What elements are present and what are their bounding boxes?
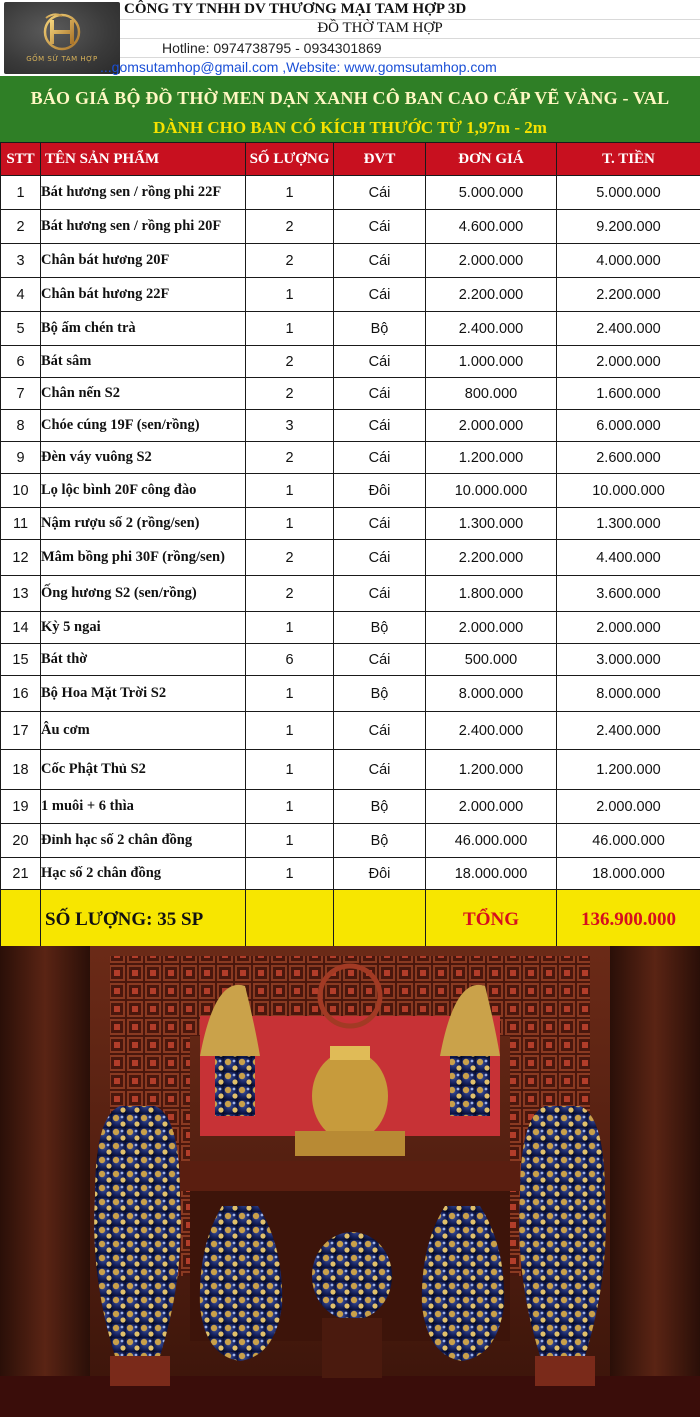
row-unit-price: 5.000.000: [426, 176, 557, 210]
row-quantity: 1: [246, 176, 334, 210]
row-product: Đèn váy vuông S2: [41, 442, 246, 474]
table-row: [1, 612, 700, 644]
row-unit: Đôi: [334, 474, 426, 508]
row-unit-price: 500.000: [426, 644, 557, 676]
row-product: Bát hương sen / rồng phi 22F: [41, 176, 246, 210]
price-table: [0, 142, 700, 951]
row-unit-price: 2.000.000: [426, 410, 557, 442]
table-row: [1, 858, 700, 890]
row-stt: 3: [1, 244, 41, 278]
table-row: [1, 410, 700, 442]
row-total: 1.300.000: [557, 508, 700, 540]
row-stt: 17: [1, 712, 41, 750]
row-quantity: 2: [246, 540, 334, 576]
row-unit: Đôi: [334, 858, 426, 890]
logo-text: GỐM SỨ TAM HỢP: [26, 55, 98, 63]
row-product: Bộ ấm chén trà: [41, 312, 246, 346]
table-row: [1, 644, 700, 676]
shop-name: ĐỒ THỜ TAM HỢP: [317, 20, 443, 36]
row-product: Chân bát hương 22F: [41, 278, 246, 312]
table-row: [1, 442, 700, 474]
altar-illustration: [0, 946, 700, 1417]
table-row: [1, 576, 700, 612]
row-unit-price: 46.000.000: [426, 824, 557, 858]
row-product: Âu cơm: [41, 712, 246, 750]
row-quantity: 1: [246, 612, 334, 644]
row-unit: Cái: [334, 576, 426, 612]
row-product: Nậm rượu số 2 (rồng/sen): [41, 508, 246, 540]
row-quantity: 1: [246, 278, 334, 312]
row-stt: 2: [1, 210, 41, 244]
row-stt: 11: [1, 508, 41, 540]
sheet-gridline: [120, 57, 700, 58]
row-quantity: 2: [246, 576, 334, 612]
summary-row: [1, 890, 700, 951]
row-unit-price: 10.000.000: [426, 474, 557, 508]
row-stt: 5: [1, 312, 41, 346]
summary-empty-cell: [334, 890, 426, 951]
row-unit: Cái: [334, 712, 426, 750]
row-unit: Cái: [334, 540, 426, 576]
row-quantity: 2: [246, 244, 334, 278]
company-name: CÔNG TY TNHH DV THƯƠNG MẠI TAM HỢP 3D: [124, 1, 467, 17]
row-stt: 13: [1, 576, 41, 612]
table-row: [1, 244, 700, 278]
hotline-text: Hotline: 0974738795 - 0934301869: [162, 40, 382, 56]
row-unit-price: 4.600.000: [426, 210, 557, 244]
row-unit: Bộ: [334, 312, 426, 346]
row-stt: 7: [1, 378, 41, 410]
row-unit: Cái: [334, 644, 426, 676]
row-unit-price: 2.000.000: [426, 612, 557, 644]
table-row: [1, 278, 700, 312]
row-quantity: 2: [246, 378, 334, 410]
row-stt: 18: [1, 750, 41, 790]
row-quantity: 2: [246, 442, 334, 474]
column-header-quantity: SỐ LƯỢNG: [246, 143, 334, 176]
row-unit-price: 2.000.000: [426, 790, 557, 824]
table-row: [1, 676, 700, 712]
row-product: Ống hương S2 (sen/rồng): [41, 576, 246, 612]
row-stt: 12: [1, 540, 41, 576]
row-unit: Cái: [334, 244, 426, 278]
row-product: 1 muôi + 6 thìa: [41, 790, 246, 824]
row-unit: Cái: [334, 176, 426, 210]
table-row: [1, 474, 700, 508]
row-total: 1.200.000: [557, 750, 700, 790]
row-quantity: 1: [246, 676, 334, 712]
table-row: [1, 210, 700, 244]
row-total: 5.000.000: [557, 176, 700, 210]
row-unit-price: 1.800.000: [426, 576, 557, 612]
row-stt: 9: [1, 442, 41, 474]
row-total: 4.000.000: [557, 244, 700, 278]
row-stt: 8: [1, 410, 41, 442]
row-unit-price: 2.400.000: [426, 312, 557, 346]
row-total: 3.600.000: [557, 576, 700, 612]
row-product: Lọ lộc bình 20F công đào: [41, 474, 246, 508]
row-unit: Cái: [334, 346, 426, 378]
row-total: 2.400.000: [557, 312, 700, 346]
table-row: [1, 750, 700, 790]
row-stt: 19: [1, 790, 41, 824]
row-unit-price: 2.200.000: [426, 278, 557, 312]
row-total: 2.000.000: [557, 790, 700, 824]
row-unit: Cái: [334, 278, 426, 312]
row-unit-price: 800.000: [426, 378, 557, 410]
table-row: [1, 712, 700, 750]
row-total: 2.200.000: [557, 278, 700, 312]
row-product: Bát sâm: [41, 346, 246, 378]
row-quantity: 1: [246, 712, 334, 750]
row-unit-price: 1.300.000: [426, 508, 557, 540]
column-header-total: T. TIỀN: [557, 143, 700, 176]
row-unit: Cái: [334, 410, 426, 442]
table-header-row: [1, 143, 700, 176]
row-unit: Cái: [334, 210, 426, 244]
row-stt: 1: [1, 176, 41, 210]
row-total: 9.200.000: [557, 210, 700, 244]
row-total: 2.600.000: [557, 442, 700, 474]
row-total: 4.400.000: [557, 540, 700, 576]
table-row: [1, 824, 700, 858]
column-header-unit-price: ĐƠN GIÁ: [426, 143, 557, 176]
sheet-gridline: [120, 38, 700, 39]
title-band: [0, 76, 700, 142]
company-header: [0, 0, 700, 76]
row-quantity: 2: [246, 346, 334, 378]
row-unit: Bộ: [334, 790, 426, 824]
row-unit: Cái: [334, 442, 426, 474]
row-product: Chóe cúng 19F (sen/rồng): [41, 410, 246, 442]
row-unit-price: 8.000.000: [426, 676, 557, 712]
row-stt: 16: [1, 676, 41, 712]
quote-title: BÁO GIÁ BỘ ĐỒ THỜ MEN DẠN XANH CÔ BAN CAO CẤP VẼ VÀNG - VAL: [30, 88, 670, 108]
row-product: Mâm bồng phi 30F (rồng/sen): [41, 540, 246, 576]
row-stt: 20: [1, 824, 41, 858]
row-unit: Bộ: [334, 824, 426, 858]
row-unit: Cái: [334, 508, 426, 540]
altar-photo: [0, 946, 700, 1417]
quote-subtitle: DÀNH CHO BAN CÓ KÍCH THƯỚC TỪ 1,97m - 2m: [153, 118, 547, 137]
row-quantity: 2: [246, 210, 334, 244]
row-product: Chân nến S2: [41, 378, 246, 410]
row-quantity: 1: [246, 790, 334, 824]
summary-total-label: TỔNG: [426, 890, 557, 951]
row-quantity: 3: [246, 410, 334, 442]
table-row: [1, 312, 700, 346]
row-quantity: 1: [246, 750, 334, 790]
row-unit-price: 1.200.000: [426, 442, 557, 474]
row-total: 1.600.000: [557, 378, 700, 410]
row-stt: 15: [1, 644, 41, 676]
row-stt: 10: [1, 474, 41, 508]
row-product: Chân bát hương 20F: [41, 244, 246, 278]
table-row: [1, 176, 700, 210]
table-row: [1, 346, 700, 378]
column-header-stt: STT: [1, 143, 41, 176]
row-total: 6.000.000: [557, 410, 700, 442]
row-product: Đỉnh hạc số 2 chân đồng: [41, 824, 246, 858]
row-quantity: 1: [246, 312, 334, 346]
row-unit-price: 2.400.000: [426, 712, 557, 750]
row-unit: Cái: [334, 750, 426, 790]
row-total: 10.000.000: [557, 474, 700, 508]
column-header-product: TÊN SẢN PHẨM: [41, 143, 246, 176]
row-quantity: 6: [246, 644, 334, 676]
row-stt: 21: [1, 858, 41, 890]
row-product: Cốc Phật Thủ S2: [41, 750, 246, 790]
table-row: [1, 790, 700, 824]
row-unit: Bộ: [334, 676, 426, 712]
row-product: Bộ Hoa Mặt Trời S2: [41, 676, 246, 712]
column-header-unit: ĐVT: [334, 143, 426, 176]
row-total: 46.000.000: [557, 824, 700, 858]
row-unit: Bộ: [334, 612, 426, 644]
row-stt: 6: [1, 346, 41, 378]
contact-link[interactable]: ...gomsutamhop@gmail.com ,Website: www.gomsutamhop.com: [100, 59, 497, 75]
row-product: Bát thờ: [41, 644, 246, 676]
row-product: Bát hương sen / rồng phi 20F: [41, 210, 246, 244]
row-quantity: 1: [246, 858, 334, 890]
row-stt: 4: [1, 278, 41, 312]
row-unit-price: 2.000.000: [426, 244, 557, 278]
row-unit-price: 1.000.000: [426, 346, 557, 378]
row-total: 2.000.000: [557, 612, 700, 644]
table-row: [1, 540, 700, 576]
row-quantity: 1: [246, 824, 334, 858]
row-unit: Cái: [334, 378, 426, 410]
row-quantity: 1: [246, 508, 334, 540]
summary-empty-cell: [1, 890, 41, 951]
row-product: Hạc số 2 chân đồng: [41, 858, 246, 890]
row-unit-price: 18.000.000: [426, 858, 557, 890]
logo-emblem-icon: [38, 10, 86, 54]
table-row: [1, 378, 700, 410]
summary-total-value: 136.900.000: [557, 890, 700, 951]
table-row: [1, 508, 700, 540]
row-product: Kỳ 5 ngai: [41, 612, 246, 644]
summary-quantity: SỐ LƯỢNG: 35 SP: [41, 890, 246, 951]
row-total: 3.000.000: [557, 644, 700, 676]
row-quantity: 1: [246, 474, 334, 508]
row-unit-price: 2.200.000: [426, 540, 557, 576]
summary-empty-cell: [246, 890, 334, 951]
row-total: 2.400.000: [557, 712, 700, 750]
row-total: 8.000.000: [557, 676, 700, 712]
row-unit-price: 1.200.000: [426, 750, 557, 790]
row-total: 18.000.000: [557, 858, 700, 890]
row-total: 2.000.000: [557, 346, 700, 378]
row-stt: 14: [1, 612, 41, 644]
